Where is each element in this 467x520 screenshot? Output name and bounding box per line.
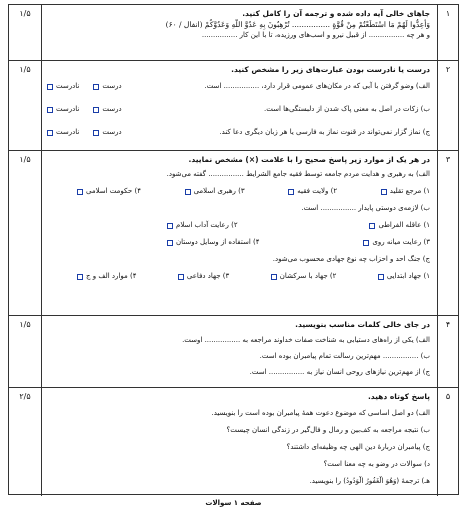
option-label: ۲) جهاد با سرکشان	[279, 272, 337, 280]
question-score: ۱/۵	[9, 316, 42, 387]
question-title: درست یا نادرست بودن عبارت‌های زیر را مشخص کنید.	[231, 65, 430, 74]
true-label: درست	[102, 82, 122, 90]
question-title: جاهای خالی آیه داده شده و ترجمه آن را کامل کنید.	[242, 9, 430, 18]
false-label: نادرست	[56, 82, 80, 90]
page-footer: صفحه ۱ سوالات	[205, 499, 262, 507]
question-score: ۲/۵	[9, 388, 42, 496]
question-3	[9, 151, 458, 316]
item-c-options	[47, 271, 430, 282]
question-number: ۳	[437, 151, 458, 315]
false-checkbox[interactable]	[47, 107, 53, 113]
question-number: ۵	[437, 388, 458, 496]
option-label: ۴) استفاده از وسایل دوستان	[176, 238, 260, 246]
short-answer-item: هـ) ترجمهٔ (وَهُوَ الْغَفُورُ الْوَدُودُ) را بنویسید.	[309, 477, 430, 485]
option-label: ۳) رهبری اسلامی	[193, 187, 245, 195]
statement-text: الف) وضو گرفتن با آبی که در مکان‌های عمومی قرار دارد، ................ است.	[204, 82, 430, 90]
option-checkbox[interactable]	[77, 274, 83, 280]
true-checkbox[interactable]	[93, 107, 99, 113]
question-2	[9, 61, 458, 151]
option-label: ۴) موارد الف و ج	[86, 272, 137, 280]
option-checkbox[interactable]	[363, 240, 369, 246]
question-title: در هر یک از موارد زیر پاسخ صحیح را با علامت (×) مشخص نمایید.	[188, 155, 430, 164]
short-answer-item: ج) پیامبران دربارهٔ دین الهی چه وظیفه‌ای داشتند؟	[286, 443, 430, 451]
option-checkbox[interactable]	[178, 274, 184, 280]
translation-text: و هر چه ................ از قبیل نیرو و اسب‌های ورزیده، تا با این کار ................	[201, 31, 430, 39]
false-checkbox[interactable]	[47, 130, 53, 136]
question-number: ۴	[437, 316, 458, 387]
option-checkbox[interactable]	[77, 189, 83, 195]
true-checkbox[interactable]	[93, 84, 99, 90]
fill-item: ج) از مهم‌ترین نیازهای روحی انسان نیاز به ................ است.	[249, 368, 430, 376]
true-checkbox[interactable]	[93, 130, 99, 136]
option-label: ۲) رعایت آداب اسلام	[176, 221, 238, 229]
option-label: ۱) مرجع تقلید	[389, 187, 430, 195]
true-label: درست	[102, 128, 122, 136]
item-a-text: الف) به رهبری و هدایت مردم جامعه توسط فقیه جامع الشرایط ................ گفته می‌شود.	[166, 170, 430, 178]
item-b-options-row2	[47, 237, 430, 248]
option-checkbox[interactable]	[378, 274, 384, 280]
item-c-text: ج) جنگ احد و احزاب چه نوع جهادی محسوب می‌شود.	[272, 255, 430, 263]
option-label: ۳) رعایت میانه روی	[372, 238, 430, 246]
question-number: ۱	[437, 5, 458, 60]
option-label: ۴) حکومت اسلامی	[86, 187, 141, 195]
item-b-options-row1	[47, 220, 430, 231]
short-answer-item: د) سوالات در وضو به چه معنا است؟	[323, 460, 430, 468]
statement-text: ج) نماز گزار نمی‌تواند در قنوت نماز به فارسی یا هر زبان دیگری دعا کند.	[219, 128, 430, 136]
statement-text: ب) زکات در اصل به معنی پاک شدن از دلبستگی‌ها است.	[264, 105, 430, 113]
true-false-item	[47, 81, 430, 92]
option-checkbox[interactable]	[185, 189, 191, 195]
false-label: نادرست	[56, 128, 80, 136]
question-title: در جای خالی کلمات مناسب بنویسید.	[295, 320, 430, 329]
option-checkbox[interactable]	[167, 223, 173, 229]
option-checkbox[interactable]	[381, 189, 387, 195]
question-title: پاسخ کوتاه دهید.	[367, 392, 430, 401]
short-answer-item: ب) نتیجه مراجعه به کف‌بین و رمال و فال‌گیر در زندگی انسان چیست؟	[226, 426, 430, 434]
option-checkbox[interactable]	[288, 189, 294, 195]
fill-item: الف) یکی از راه‌های دستیابی به شناخت صفات خداوند مراجعه به ................ اوست.	[182, 336, 430, 344]
question-score: ۱/۵	[9, 151, 42, 315]
question-score: ۱/۵	[9, 5, 42, 60]
item-b-text: ب) لازمه‌ی دوستی پایدار ................ است.	[301, 204, 430, 212]
true-false-item	[47, 127, 430, 138]
fill-item: ب) ................ مهم‌ترین رسالت تمام پیامبران بوده است.	[259, 352, 430, 360]
short-answer-item: الف) دو اصل اساسی که موضوع دعوت همهٔ پیامبران بوده است را بنویسید.	[211, 409, 430, 417]
false-checkbox[interactable]	[47, 84, 53, 90]
option-checkbox[interactable]	[167, 240, 173, 246]
question-1	[9, 5, 458, 61]
option-checkbox[interactable]	[369, 223, 375, 229]
exam-sheet	[8, 4, 459, 495]
option-label: ۱) جهاد ابتدایی	[386, 272, 430, 280]
option-checkbox[interactable]	[271, 274, 277, 280]
item-a-options	[47, 186, 430, 197]
option-label: ۳) جهاد دفاعی	[186, 272, 230, 280]
false-label: نادرست	[56, 105, 80, 113]
true-false-item	[47, 104, 430, 115]
option-label: ۱) عاقله الفراطی	[378, 221, 430, 229]
option-label: ۲) ولایت فقیه	[297, 187, 338, 195]
question-number: ۲	[437, 61, 458, 150]
question-score: ۱/۵	[9, 61, 42, 150]
true-label: درست	[102, 105, 122, 113]
verse-text: وَأَعِدُّوا لَهُمْ مَا اسْتَطَعْتُمْ مِنْ قُوَّةٍ ................ تُرْهِبُونَ بِهِ عَدُوَّ اللَّهِ وَعَدُوَّكُمْ (انفال / ۶۰)	[165, 20, 430, 29]
question-5	[9, 388, 458, 496]
question-4	[9, 316, 458, 388]
